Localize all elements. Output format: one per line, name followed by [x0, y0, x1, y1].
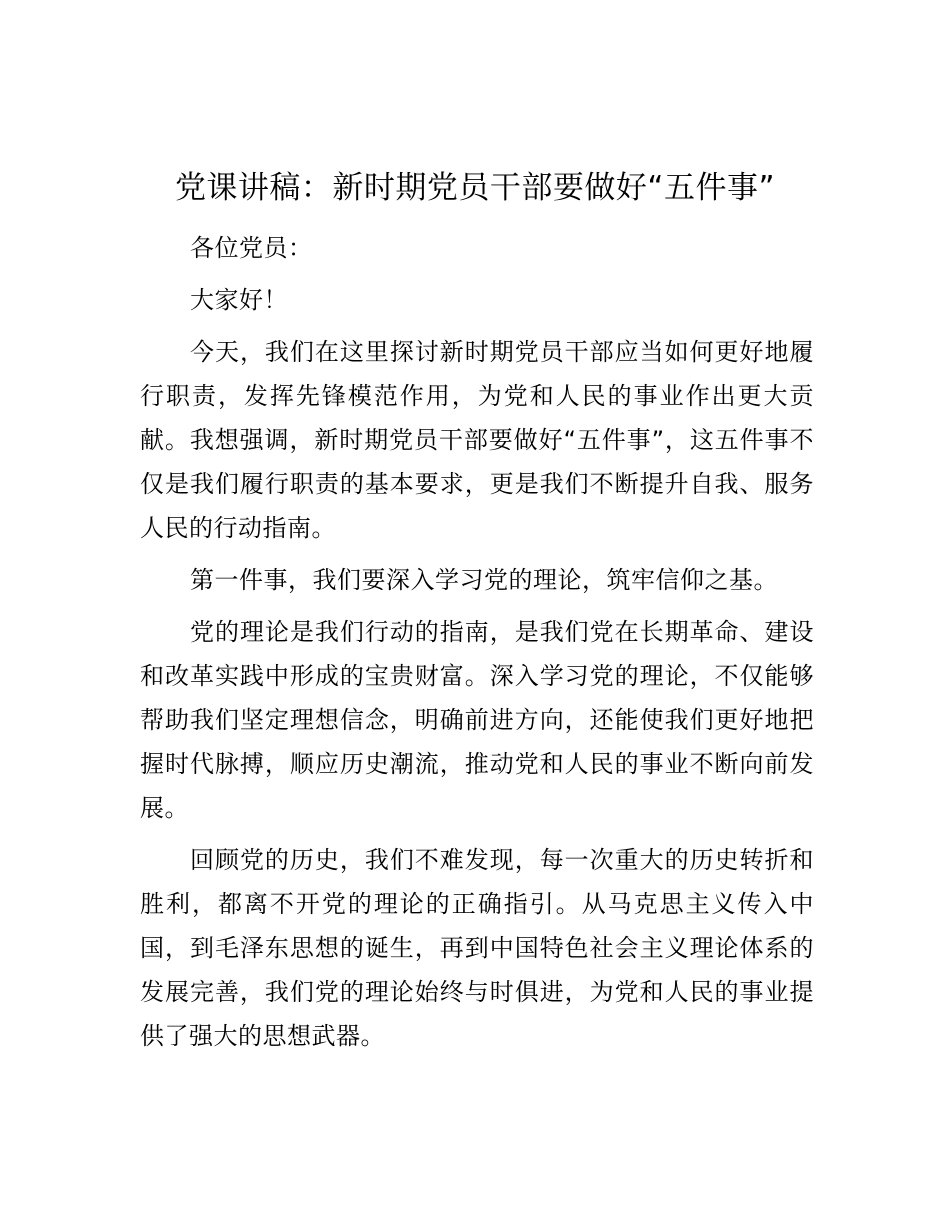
paragraph-first-thing: 第一件事，我们要深入学习党的理论，筑牢信仰之基。: [190, 566, 778, 594]
paragraph-theory: 党的理论是我们行动的指南，是我们党在长期革命、建设和改革实践中形成的宝贵财富。深入学习党的理论，不仅能够帮助我们坚定理想信念，明确前进方向，还能使我们更好地把握时代脉搏，顺应历史潮流，推动党和人民的事业不断向前发展。: [140, 618, 814, 822]
paragraph-history: 回顾党的历史，我们不难发现，每一次重大的历史转折和胜利，都离不开党的理论的正确指引。从马克思主义传入中国，到毛泽东思想的诞生，再到中国特色社会主义理论体系的发展完善，我们党的理论始终与时俱进，为党和人民的事业提供了强大的思想武器。: [140, 846, 814, 1050]
document-body: [140, 226, 814, 1066]
document-title: 党课讲稿：新时期党员干部要做好“五件事”: [174, 170, 776, 206]
paragraph-intro: 今天，我们在这里探讨新时期党员干部应当如何更好地履行职责，发挥先锋模范作用，为党和人民的事业作出更大贡献。我想强调，新时期党员干部要做好“五件事”，这五件事不仅是我们履行职责的基本要求，更是我们不断提升自我、服务人民的行动指南。: [140, 338, 814, 542]
paragraph-hello: 大家好！: [190, 286, 288, 314]
paragraph-greeting: 各位党员：: [190, 234, 313, 262]
